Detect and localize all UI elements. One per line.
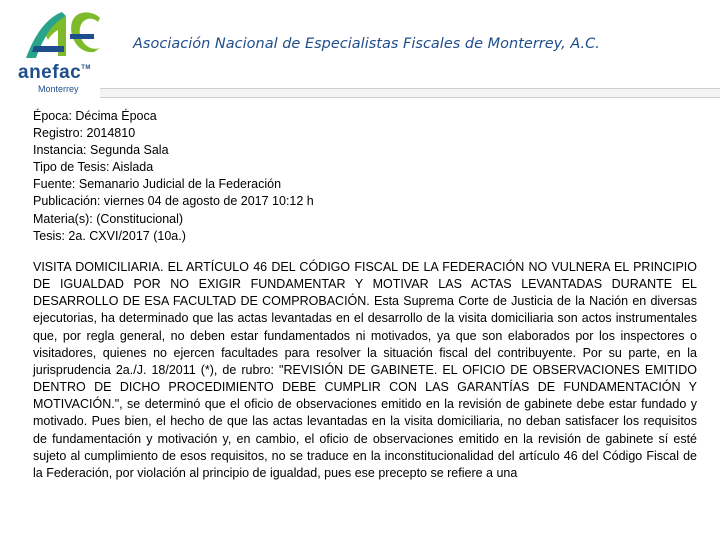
thesis-metadata	[33, 108, 693, 245]
meta-epoca: Época: Décima Época	[33, 109, 157, 123]
anefac-logo	[14, 6, 114, 94]
logo-wordmark: anefac™	[18, 62, 91, 83]
meta-tipo: Tipo de Tesis: Aislada	[33, 160, 154, 175]
meta-registro: Registro: 2014810	[33, 126, 136, 141]
organization-title: Asociación Nacional de Especialistas Fiscales de Monterrey, A.C.	[133, 36, 600, 52]
header-divider	[100, 88, 720, 98]
meta-instancia: Instancia: Segunda Sala	[33, 143, 169, 158]
anefac-logo-mark-icon	[20, 6, 106, 66]
logo-subtitle: Monterrey	[38, 84, 79, 94]
thesis-body-text: VISITA DOMICILIARIA. EL ARTÍCULO 46 DEL CÓDIGO FISCAL DE LA FEDERACIÓN NO VULNERA EL PRINCIPIO DE IGUALDAD POR NO EXIGIR FUNDAMENTAR Y MOTIVAR LAS ACTAS LEVANTADAS DURANTE EL DESARROLLO DE ESA FACULTAD DE COMPROBACIÓN. Esta Suprema Corte de Justicia de la Nación en diversas ejecutorias, ha determinado que las actas levantadas en el desarrollo de la visita domiciliaria son actos instrumentales que, por regla general, no deben estar fundamentados ni motivados, ya que son elaborados por los inspectores o visitadores, quienes no ejercen facultades para resolver la situación fiscal del contribuyente. Por su parte, en la jurisprudencia 2a./J. 18/2011 (*), de rubro: "REVISIÓN DE GABINETE. EL OFICIO DE OBSERVACIONES EMITIDO DENTRO DE DICHO PROCEDIMIENTO DEBE CUMPLIR CON LAS GARANTÍAS DE FUNDAMENTACIÓN Y MOTIVACIÓN.", se determinó que el oficio de observaciones emitido en la revisión de gabinete debe estar fundado y motivado. Pues bien, el hecho de que las actas levantadas en la visita domiciliaria, no deban satisfacer los requisitos de fundamentación y motivación y, en cambio, el oficio de observaciones emitido en la revisión de gabinete sí esté sujeto al cumplimiento de esos requisitos, no se traduce en la inconstitucionalidad del artículo 46 del Código Fiscal de la Federación, por violación al principio de igualdad, pues ese precepto se refiere a una	[33, 260, 697, 480]
meta-publicacion: Publicación: viernes 04 de agosto de 2017 10:12 h	[33, 194, 314, 209]
meta-tesis: Tesis: 2a. CXVI/2017 (10a.)	[33, 228, 186, 243]
meta-materia: Materia(s): (Constitucional)	[33, 211, 184, 226]
meta-fuente: Fuente: Semanario Judicial de la Federación	[33, 177, 282, 192]
